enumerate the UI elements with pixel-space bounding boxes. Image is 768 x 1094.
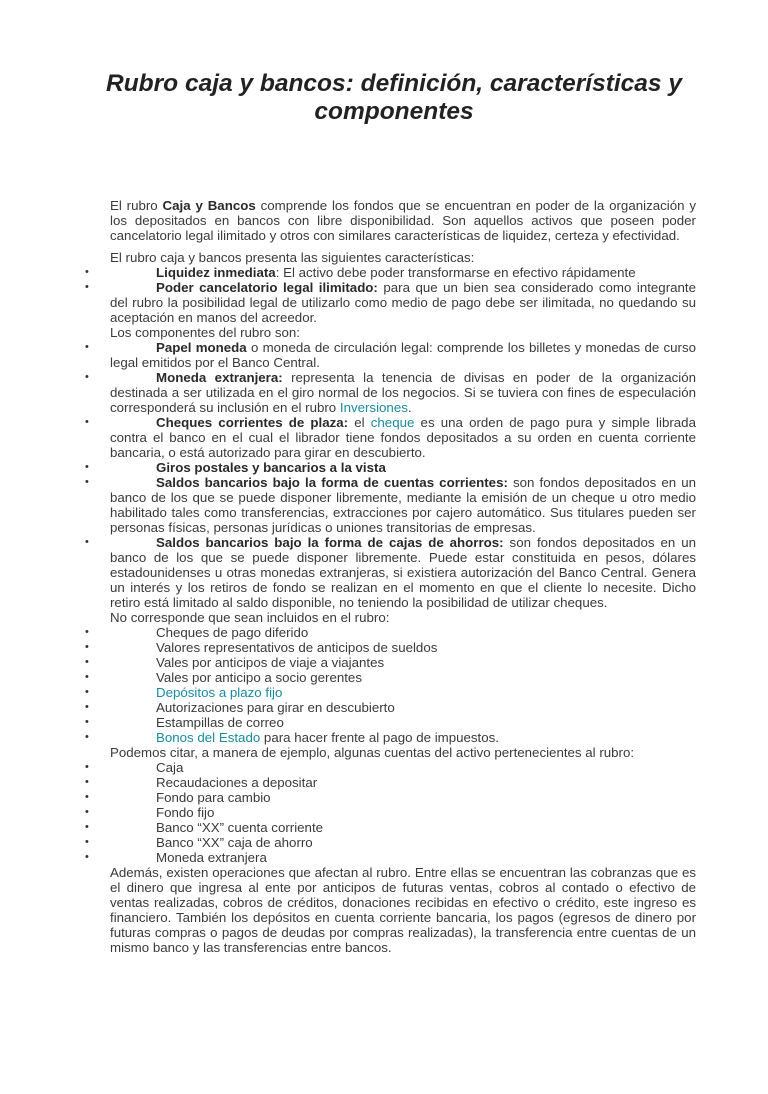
examples-list — [85, 760, 696, 865]
bullet-icon: • — [85, 341, 89, 353]
item-text: representa la tenencia de divisas en poder de la organización destinada a ser utilizada en el giro normal de los negocios. Si se tuviera con fines de especulación corresponderá su inclusión en el rubro — [110, 370, 696, 415]
bullet-icon: • — [85, 701, 89, 713]
list-item — [85, 820, 696, 835]
item-text: : El activo debe poder transformarse en efectivo rápidamente — [275, 265, 636, 280]
list-item — [85, 700, 696, 715]
list-item — [85, 475, 697, 535]
bullet-icon: • — [85, 836, 89, 848]
components-intro: Los componentes del rubro son: — [110, 325, 300, 340]
bullet-icon: • — [85, 461, 89, 473]
item-text: Vales por anticipo a socio gerentes — [156, 670, 362, 685]
depositos-plazo-fijo-link[interactable]: Depósitos a plazo fijo — [156, 685, 283, 700]
item-bold: Poder cancelatorio legal ilimitado: — [156, 280, 378, 295]
bullet-icon: • — [85, 806, 89, 818]
list-item — [85, 640, 696, 655]
bullet-icon: • — [85, 626, 89, 638]
bullet-icon: • — [85, 656, 89, 668]
item-bold: Saldos bancarios bajo la forma de cajas de ahorros: — [156, 535, 504, 550]
item-text: son fondos depositados en un banco de los que se puede disponer libremente. Puede estar constituida en pesos, dólares estadounidenses u otras monedas extranjeras, si existiera autorización del Banco Central. Genera un interés y los retiros de fondo se realizan en el momento en que el cliente lo necesite. Dicho retiro está limitado al saldo disponible, no teniendo la posibilidad de utilizar cheques. — [110, 535, 696, 610]
item-bold: Giros postales y bancarios a la vista — [156, 460, 386, 475]
bullet-icon: • — [85, 716, 89, 728]
item-bold: Moneda extranjera: — [156, 370, 283, 385]
intro-paragraph — [110, 198, 696, 243]
list-item — [85, 265, 696, 280]
list-item — [85, 835, 696, 850]
item-text: son fondos depositados en un banco de los que se puede disponer libremente, mediante la emisión de un cheque u otro medio habilitado tales como transferencias, extracciones por cajero automático. Sus titulares pueden ser personas físicas, personas jurídicas o uniones transitorias de empresas. — [110, 475, 697, 535]
list-item — [85, 670, 696, 685]
item-text-end: . — [407, 400, 412, 415]
page-title: Rubro caja y bancos: definición, características y componentes — [106, 70, 682, 125]
bullet-icon: • — [85, 761, 89, 773]
list-item — [85, 655, 696, 670]
characteristics-list — [85, 265, 697, 325]
bullet-icon: • — [85, 371, 89, 383]
characteristics-intro: El rubro caja y bancos presenta las siguientes características: — [110, 250, 475, 265]
item-text: Banco “XX” cuenta corriente — [156, 820, 324, 835]
bullet-icon: • — [85, 281, 89, 293]
list-item — [85, 460, 696, 475]
examples-intro: Podemos citar, a manera de ejemplo, algunas cuentas del activo pertenecientes al rubro: — [110, 745, 635, 760]
list-item — [85, 715, 696, 730]
bullet-icon: • — [85, 686, 89, 698]
list-item — [85, 535, 696, 610]
document-body — [85, 198, 697, 955]
bullet-icon: • — [85, 851, 89, 863]
bullet-icon: • — [85, 791, 89, 803]
list-item — [85, 625, 696, 640]
item-text: Autorizaciones para girar en descubierto — [156, 700, 395, 715]
list-item — [85, 805, 696, 820]
item-text-end: es una orden de pago pura y simple librada contra el banco en el cual el librador tiene fondos depositados a su orden en cuenta corriente bancaria, o está autorizado para girar en descubierto. — [110, 415, 696, 460]
bullet-icon: • — [85, 671, 89, 683]
bullet-icon: • — [85, 476, 89, 488]
item-text: para hacer frente al pago de impuestos. — [260, 730, 499, 745]
bullet-icon: • — [85, 821, 89, 833]
intro-text-rest: comprende los fondos que se encuentran en poder de la organización y los depositados en bancos con libre disponibilidad. Son aquellos activos que poseen poder cancelatorio legal ilimitado y otros con similares características de liquidez, certeza y efectividad. — [110, 198, 696, 243]
intro-bold: Caja y Bancos — [162, 198, 256, 213]
item-bold: Cheques corrientes de plaza: — [156, 415, 349, 430]
item-text: para que un bien sea considerado como integrante del rubro la posibilidad legal de utilizarlo como medio de pago debe ser ilimitada, no quedando su aceptación en manos del acreedor. — [110, 280, 697, 325]
intro-text: El rubro — [110, 198, 163, 213]
list-item — [85, 775, 696, 790]
inversiones-link[interactable]: Inversiones — [339, 400, 408, 415]
item-text: Recaudaciones a depositar — [156, 775, 318, 790]
list-item — [85, 340, 696, 370]
item-text: o moneda de circulación legal: comprende los billetes y monedas de curso legal emitidos por el Banco Central. — [110, 340, 696, 370]
item-text: Fondo fijo — [156, 805, 215, 820]
bullet-icon: • — [85, 641, 89, 653]
item-text: Estampillas de correo — [156, 715, 284, 730]
bullet-icon: • — [85, 731, 89, 743]
list-item — [85, 280, 697, 325]
list-item — [85, 730, 696, 745]
bonos-del-estado-link[interactable]: Bonos del Estado — [156, 730, 261, 745]
bullet-icon: • — [85, 536, 89, 548]
bullet-icon: • — [85, 776, 89, 788]
components-list — [85, 340, 697, 610]
item-bold: Liquidez inmediata — [156, 265, 276, 280]
list-item — [85, 415, 696, 460]
item-text: Vales por anticipos de viaje a viajantes — [156, 655, 385, 670]
item-text: Fondo para cambio — [156, 790, 271, 805]
item-bold: Papel moneda — [156, 340, 247, 355]
item-text: Moneda extranjera — [156, 850, 267, 865]
cheque-link[interactable]: cheque — [370, 415, 415, 430]
item-text: Valores representativos de anticipos de sueldos — [156, 640, 438, 655]
excluded-intro: No corresponde que sean incluidos en el rubro: — [110, 610, 390, 625]
list-item — [85, 850, 696, 865]
bullet-icon: • — [85, 416, 89, 428]
item-text: Cheques de pago diferido — [156, 625, 309, 640]
list-item — [85, 370, 696, 415]
list-item — [85, 760, 696, 775]
item-text: Caja — [156, 760, 184, 775]
excluded-list — [85, 625, 696, 745]
closing-paragraph: Además, existen operaciones que afectan al rubro. Entre ellas se encuentran las cobranzas que es el dinero que ingresa al ente por anticipos de futuras ventas, cobros al contado o efectivo de ventas realizadas, cobros de créditos, donaciones recibidas en efectivo o crédito, este ingreso es financiero. También los depósitos en cuenta corriente bancaria, los pagos (egresos de dinero por futuras compras o pagos de deudas por compras realizadas), la transferencia entre cuentas de un mismo banco y las transferencias entre bancos. — [110, 865, 696, 955]
item-text: Banco “XX” caja de ahorro — [156, 835, 313, 850]
item-text: el — [348, 415, 371, 430]
item-bold: Saldos bancarios bajo la forma de cuentas corrientes: — [156, 475, 508, 490]
list-item — [85, 790, 696, 805]
bullet-icon: • — [85, 266, 89, 278]
list-item — [85, 685, 696, 700]
